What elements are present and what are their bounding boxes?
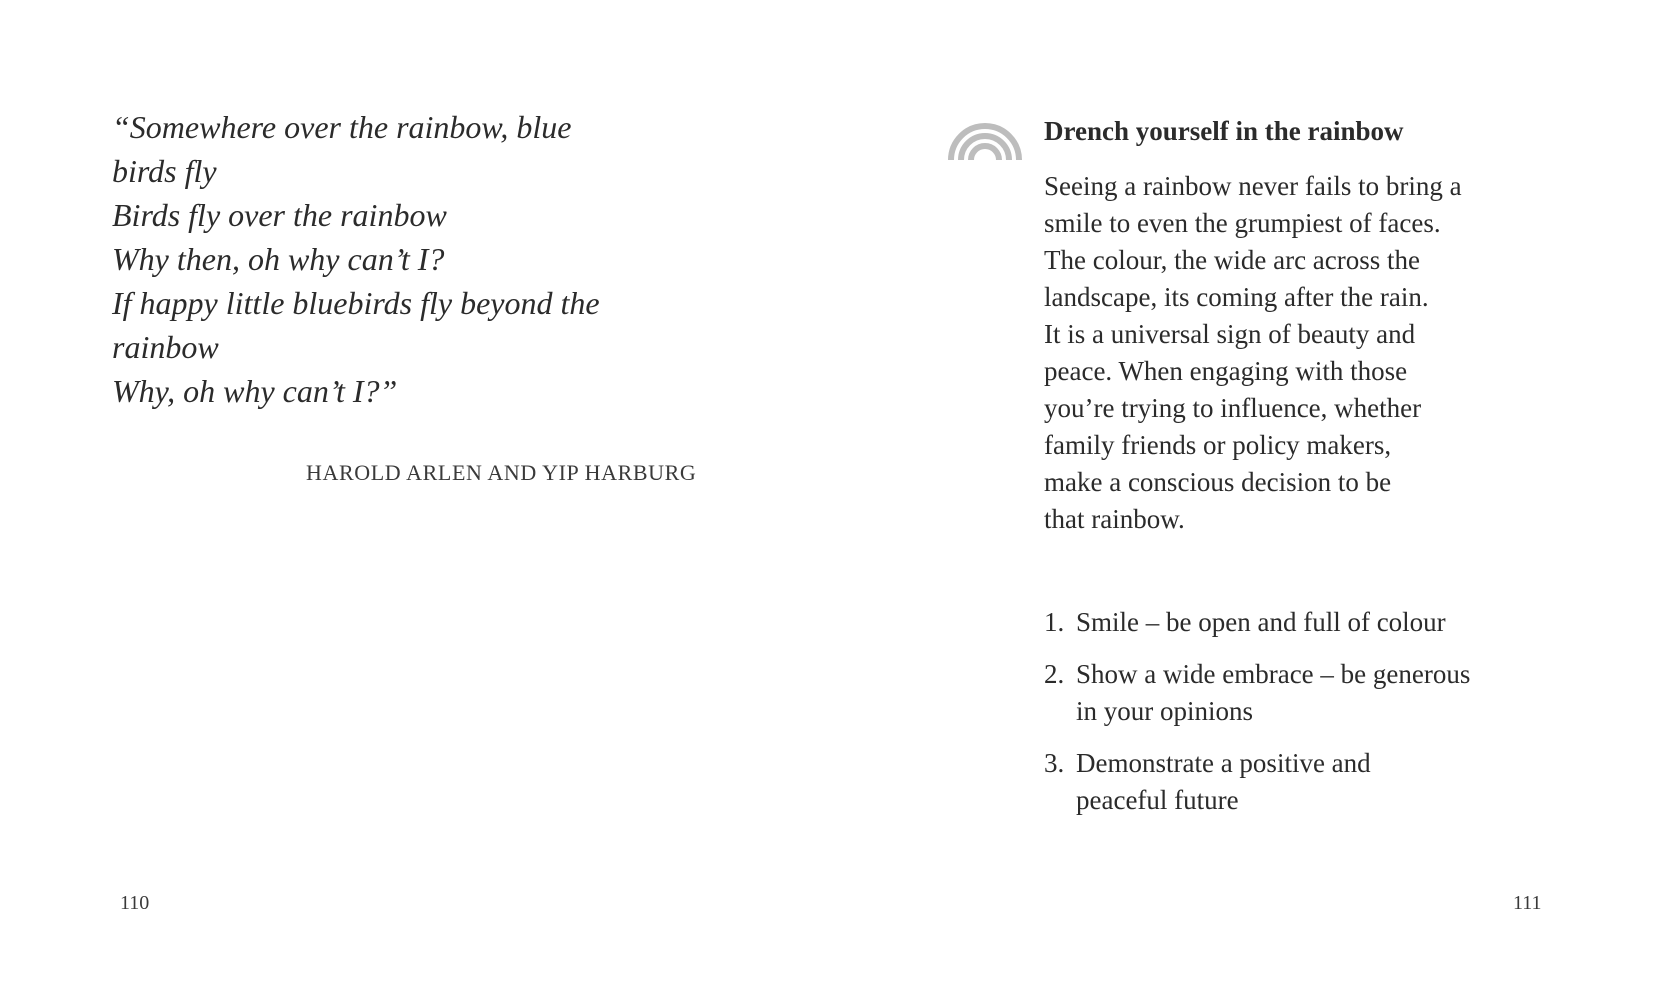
body-line: you’re trying to influence, whether — [1044, 393, 1422, 423]
list-item-text: in your opinions — [1076, 696, 1254, 726]
quote-line: birds fly — [112, 153, 217, 189]
body-paragraph — [1044, 168, 1564, 538]
list-number: 2. — [1044, 659, 1065, 689]
list-item — [1044, 604, 1584, 641]
quote-line: If happy little bluebirds fly beyond the — [112, 285, 600, 321]
body-line: It is a universal sign of beauty and — [1044, 319, 1416, 349]
song-quote — [112, 105, 702, 413]
body-line: peace. When engaging with those — [1044, 356, 1408, 386]
list-item — [1044, 656, 1584, 730]
quote-line: “Somewhere over the rainbow, blue — [112, 109, 572, 145]
body-line: that rainbow. — [1044, 504, 1185, 534]
quote-line: Birds fly over the rainbow — [112, 197, 447, 233]
body-line: Seeing a rainbow never fails to bring a — [1044, 171, 1462, 201]
page-number-right: 111 — [1513, 892, 1542, 914]
quote-line: Why, oh why can’t I?” — [112, 373, 398, 409]
quote-line: Why then, oh why can’t I? — [112, 241, 445, 277]
body-line: make a conscious decision to be — [1044, 467, 1392, 497]
list-item-text: Demonstrate a positive and — [1076, 748, 1371, 778]
list-item — [1044, 745, 1584, 819]
body-line: smile to even the grumpiest of faces. — [1044, 208, 1441, 238]
rainbow-icon — [947, 116, 1023, 160]
list-item-text: Smile – be open and full of colour — [1076, 607, 1446, 637]
section-title: Drench yourself in the rainbow — [1044, 116, 1404, 146]
list-number: 3. — [1044, 748, 1065, 778]
quote-attribution: HAROLD ARLEN AND YIP HARBURG — [306, 460, 697, 485]
list-item-text: Show a wide embrace – be generous — [1076, 659, 1471, 689]
body-line: family friends or policy makers, — [1044, 430, 1392, 460]
list-number: 1. — [1044, 607, 1065, 637]
quote-line: rainbow — [112, 329, 219, 365]
tips-list — [1044, 604, 1584, 834]
body-line: landscape, its coming after the rain. — [1044, 282, 1429, 312]
list-item-text: peaceful future — [1076, 785, 1239, 815]
body-line: The colour, the wide arc across the — [1044, 245, 1421, 275]
page-number-left: 110 — [120, 892, 150, 914]
